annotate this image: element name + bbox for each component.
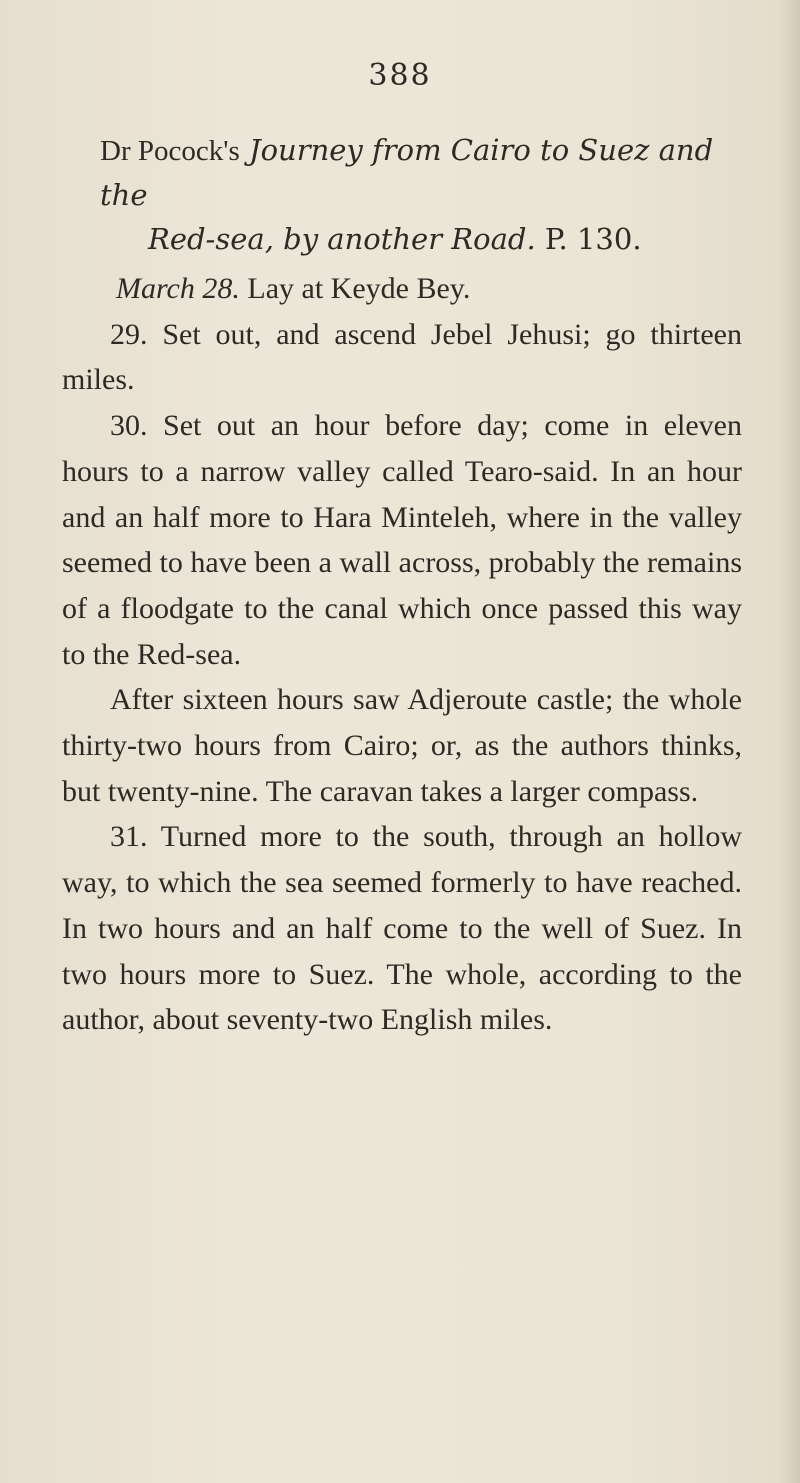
heading-line2 <box>100 217 760 261</box>
entry-march-28 <box>62 266 742 312</box>
heading-title-line2: Red-sea, by another Road. <box>148 222 536 256</box>
entry-after-sixteen-hours: After sixteen hours saw Adjeroute castle; the whole thirty-two hours from Cairo; or, as the authors thinks, but twenty-nine. The caravan takes a larger compass. <box>62 683 742 808</box>
heading-reference: P. 130. <box>544 222 642 256</box>
entry-date: March 28. <box>116 272 240 305</box>
body-text <box>62 266 742 1043</box>
page-number: 388 <box>368 58 432 93</box>
entry-31: 31. Turned more to the south, through an hollow way, to which the sea seemed formerly to have reached. In two hours and an half come to the well of Suez. In two hours more to Suez. The whole, according to the author, about seventy-two English miles. <box>62 820 742 1037</box>
heading-author: Dr Pocock's <box>100 135 240 167</box>
page-edge-shadow <box>778 0 800 1483</box>
entry-29: 29. Set out, and ascend Jebel Jehusi; go thirteen miles. <box>62 317 742 397</box>
entry-30: 30. Set out an hour before day; come in eleven hours to a narrow valley called Tearo-said. In an hour and an half more to Hara Minteleh, where in the valley seemed to have been a wall across, probably the remains of a floodgate to the canal which once passed this way to the Red-sea. <box>62 409 742 671</box>
heading-title-line1: Journey from Cairo to Suez and the <box>100 133 714 212</box>
entry-text: Lay at Keyde Bey. <box>247 272 471 305</box>
article-heading <box>100 128 760 261</box>
